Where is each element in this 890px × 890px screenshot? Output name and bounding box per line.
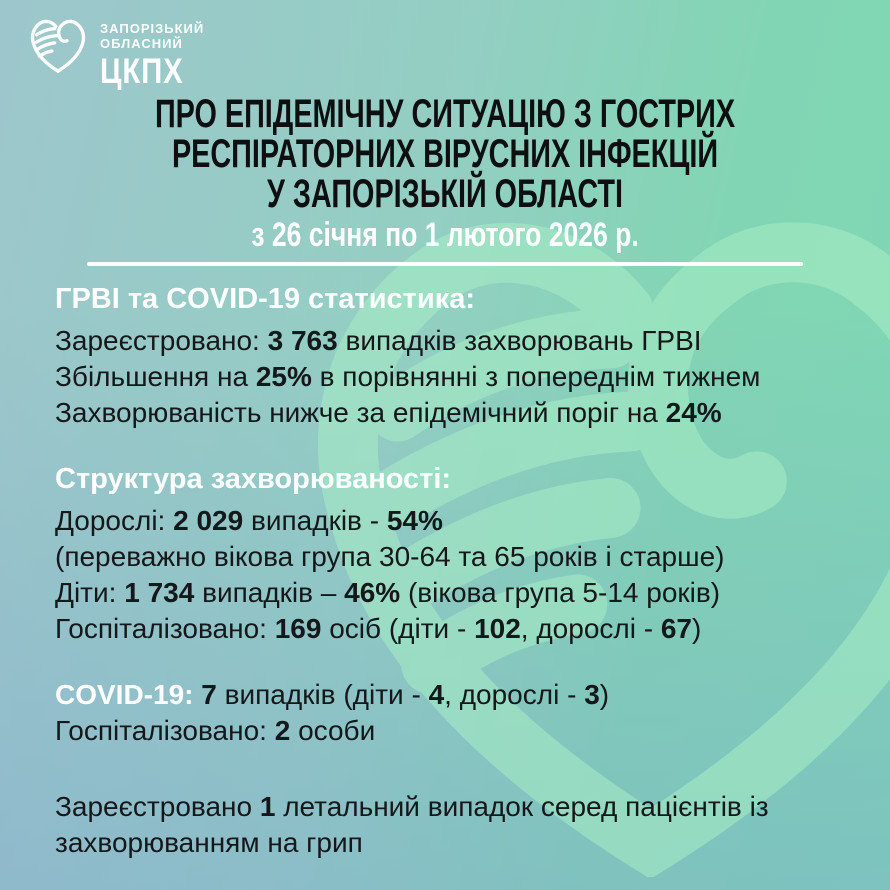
stat-segment: Збільшення на xyxy=(55,361,256,392)
stat-segment: 7 xyxy=(201,679,217,710)
org-name-line2: ОБЛАСНИЙ xyxy=(100,36,183,51)
divider-line xyxy=(87,262,803,266)
stat-line xyxy=(55,677,865,713)
stat-line xyxy=(55,323,865,359)
stat-segment: 25% xyxy=(255,361,312,392)
stat-segment: 2 xyxy=(274,715,291,746)
section-heading: ГРВІ та COVID-19 статистика: xyxy=(55,283,475,315)
stat-line xyxy=(55,359,865,395)
stat-segment: летальний випадок серед пацієнтів із xyxy=(275,791,769,822)
stat-segment: в порівнянні з попереднім тижнем xyxy=(311,361,761,392)
page-title-line3: У ЗАПОРІЗЬКІЙ ОБЛАСТІ xyxy=(266,172,624,216)
stat-segment: 1 xyxy=(259,791,276,822)
stat-segment: 102 xyxy=(474,613,521,644)
stat-segment: Зареєстровано: xyxy=(55,325,268,356)
stat-segment: (вікова група 5-14 років) xyxy=(400,577,721,608)
org-abbr: ЦКПХ xyxy=(100,52,184,91)
stat-segment: 2 029 xyxy=(173,505,244,536)
org-name-line1: ЗАПОРІЗЬКИЙ xyxy=(100,21,205,36)
stat-segment: Зареєстровано xyxy=(55,791,260,822)
stats-section xyxy=(55,677,865,749)
stat-segment: (переважно вікова група 30-64 та 65 років і старше) xyxy=(55,541,725,572)
report-period: з 26 січня по 1 лютого 2026 р. xyxy=(251,216,639,254)
stat-segment: 3 763 xyxy=(267,325,338,356)
stat-segment: , дорослі - xyxy=(444,679,585,710)
stats-section xyxy=(55,281,865,431)
page-title-line1: ПРО ЕПІДЕМІЧНУ СИТУАЦІЮ З ГОСТРИХ xyxy=(154,92,736,136)
stat-segment: захворюванням на грип xyxy=(55,827,363,858)
title-block xyxy=(0,94,890,266)
stat-line xyxy=(55,503,865,539)
stat-segment: 67 xyxy=(660,613,692,644)
stat-line xyxy=(55,825,865,861)
stat-segment: COVID-19: xyxy=(55,679,202,710)
org-name xyxy=(100,12,204,90)
section-heading: Структура захворюваності: xyxy=(55,463,452,495)
org-logo-heart-icon xyxy=(30,12,86,80)
stat-segment: Діти: xyxy=(55,577,125,608)
stats-section xyxy=(55,789,865,861)
stat-segment: осіб (діти - xyxy=(321,613,475,644)
stat-line xyxy=(55,789,865,825)
stat-segment: 4 xyxy=(428,679,445,710)
stat-segment: випадків (діти - xyxy=(216,679,429,710)
stat-segment: Госпіталізовано: xyxy=(55,715,275,746)
stat-line xyxy=(55,539,865,575)
stat-segment: випадків – xyxy=(194,577,345,608)
stat-segment: 54% xyxy=(386,505,443,536)
stat-segment: ) xyxy=(692,613,702,644)
stat-segment: 1 734 xyxy=(124,577,195,608)
stat-segment: Дорослі: xyxy=(55,505,174,536)
stat-segment: випадків - xyxy=(243,505,387,536)
stats-content xyxy=(55,281,865,861)
stat-line xyxy=(55,395,865,431)
stat-segment: Захворюваність нижче за епідемічний поріг на xyxy=(55,397,666,428)
stat-segment: , дорослі - xyxy=(520,613,661,644)
stat-segment: 24% xyxy=(665,397,722,428)
stats-section xyxy=(55,461,865,647)
stat-segment: випадків захворювань ГРВІ xyxy=(337,325,702,356)
stat-line xyxy=(55,611,865,647)
stat-line xyxy=(55,575,865,611)
stat-segment: ) xyxy=(599,679,610,710)
stat-segment: Госпіталізовано: xyxy=(55,613,275,644)
stat-segment: 3 xyxy=(584,679,600,710)
page-title-line2: РЕСПІРАТОРНИХ ВІРУСНИХ ІНФЕКЦІЙ xyxy=(171,132,719,176)
org-logo xyxy=(30,12,204,90)
stat-segment: особи xyxy=(290,715,376,746)
stat-line xyxy=(55,713,865,749)
stat-segment: 46% xyxy=(344,577,401,608)
stat-segment: 169 xyxy=(274,613,322,644)
